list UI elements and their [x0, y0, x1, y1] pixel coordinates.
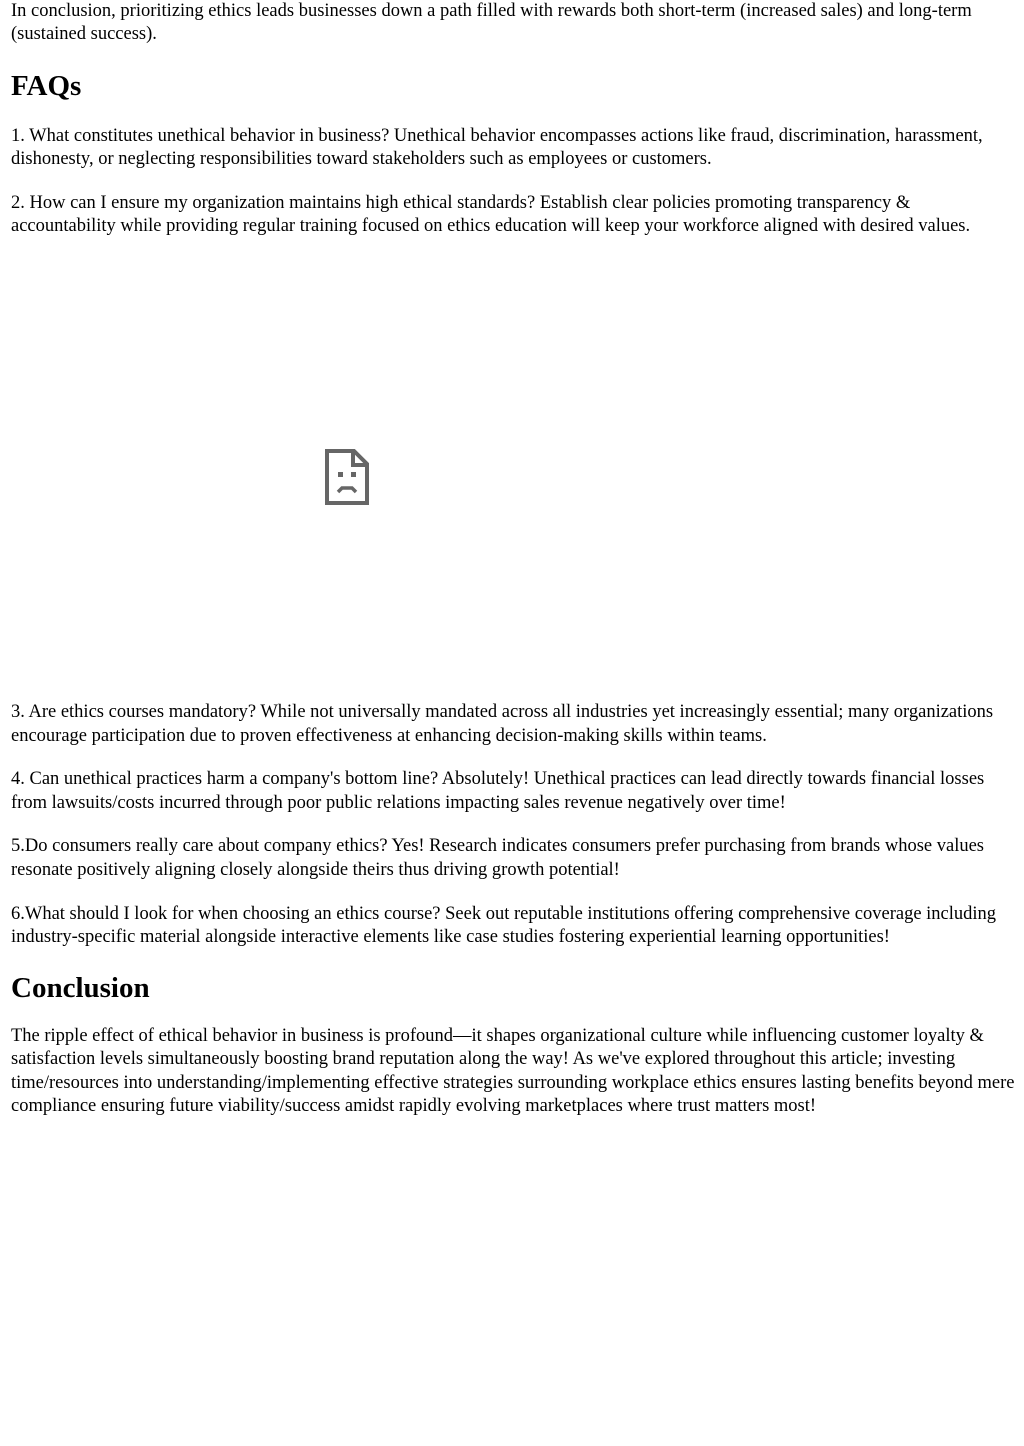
- embedded-content-frame[interactable]: [11, 258, 1019, 681]
- faqs-heading: FAQs: [11, 69, 82, 102]
- faq-item: 1. What constitutes unethical behavior in business? Unethical behavior encompasses actions like fraud, discrimination, harassment, dishonesty, or neglecting responsibilities toward stakeholders such as employees or customers.: [11, 125, 983, 169]
- conclusion-paragraph: The ripple effect of ethical behavior in business is profound—it shapes organizational culture while influencing customer loyalty & satisfaction levels simultaneously boosting brand reputation along the way! As we've explored throughout this article; investing time/resources into understanding/implementing effective strategies surrounding workplace ethics ensures lasting benefits beyond mere compliance ensuring future viability/success amidst rapidly evolving marketplaces where trust matters most!: [11, 1026, 1015, 1117]
- article-body: [11, 0, 1019, 1118]
- faq-item: 2. How can I ensure my organization maintains high ethical standards? Establish clear policies promoting transparency & accountability while providing regular training focused on ethics education will keep your workforce aligned with desired values.: [11, 192, 971, 236]
- faq-item: 4. Can unethical practices harm a company's bottom line? Absolutely! Unethical practices can lead directly towards financial losses from lawsuits/costs incurred through poor public relations impacting sales revenue negatively over time!: [11, 769, 985, 813]
- faq-item: 5.Do consumers really care about company ethics? Yes! Research indicates consumers prefer purchasing from brands whose values resonate positively aligning closely alongside theirs thus driving growth potential!: [11, 836, 984, 880]
- faq-item: 3. Are ethics courses mandatory? While not universally mandated across all industries yet increasingly essential; many organizations encourage participation due to proven effectiveness at enhancing decision-making skills within teams.: [11, 702, 994, 746]
- conclusion-heading: Conclusion: [11, 972, 150, 1005]
- broken-page-icon: [324, 448, 370, 506]
- intro-paragraph: In conclusion, prioritizing ethics leads businesses down a path filled with rewards both short-term (increased sales) and long-term (sustained success).: [11, 1, 972, 45]
- faq-item: 6.What should I look for when choosing an ethics course? Seek out reputable institutions offering comprehensive coverage including industry-specific material alongside interactive elements like case studies fostering experiential learning opportunities!: [11, 903, 997, 947]
